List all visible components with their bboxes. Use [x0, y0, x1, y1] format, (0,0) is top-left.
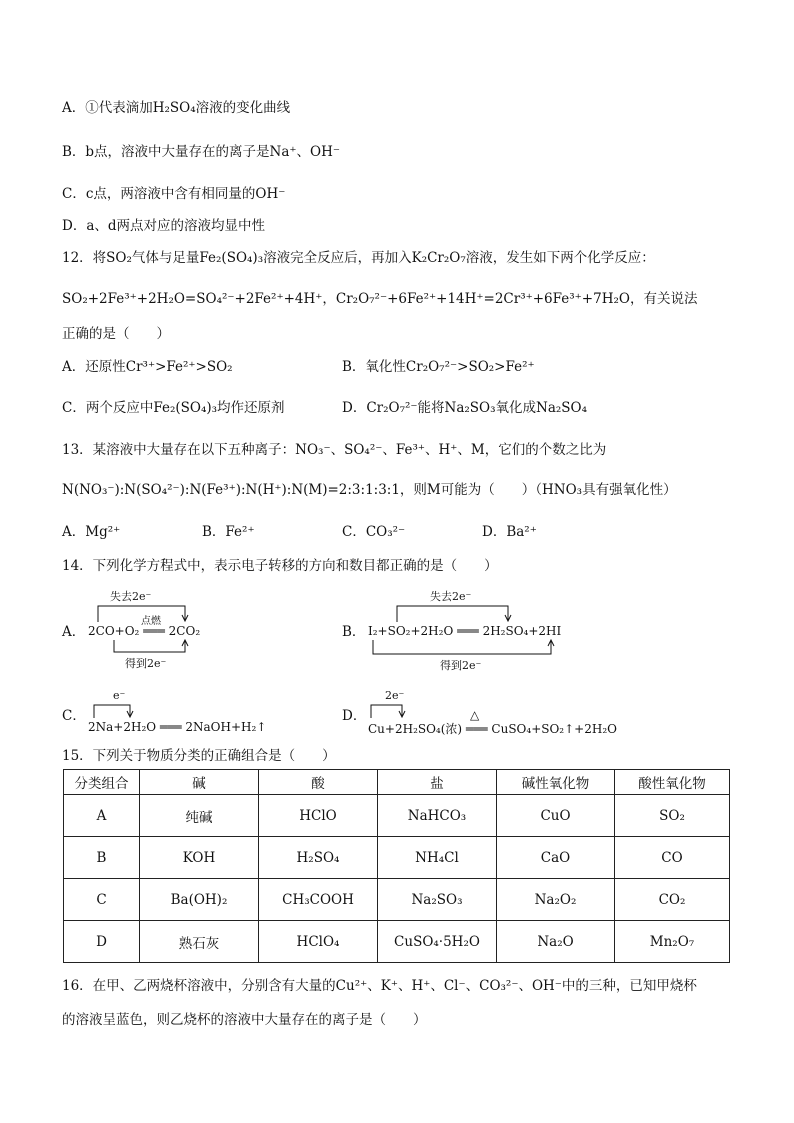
q14-c-equation: 2Na+2H₂O ═══ 2NaOH+H₂↑ — [88, 720, 267, 734]
classification-table — [63, 769, 730, 963]
table-cell: CH₃COOH — [259, 879, 378, 921]
table-cell: CaO — [497, 837, 615, 879]
table-header: 盐 — [378, 770, 497, 795]
q14-option-b-label: B． — [342, 624, 366, 640]
table-cell: H₂SO₄ — [259, 837, 378, 879]
q12-option-a: A．还原性Cr³⁺>Fe²⁺>SO₂ — [62, 359, 233, 375]
table-cell: D — [64, 921, 140, 963]
q14-b-top-arrowhead — [505, 615, 511, 621]
table-cell: A — [64, 795, 140, 837]
table-cell: KOH — [140, 837, 259, 879]
table-cell: Ba(OH)₂ — [140, 879, 259, 921]
q13-option-b: B．Fe²⁺ — [202, 524, 255, 540]
table-row — [64, 921, 730, 963]
q12-option-c: C．两个反应中Fe₂(SO₄)₃均作还原剂 — [62, 400, 285, 416]
table-cell: Na₂SO₃ — [378, 879, 497, 921]
q13-option-a: A．Mg²⁺ — [62, 524, 121, 540]
table-cell: Na₂O — [497, 921, 615, 963]
q11-option-c: C．c点，两溶液中含有相同量的OH⁻ — [62, 186, 286, 202]
q14-b-bottom-arrow — [373, 640, 551, 654]
q14-b-bottom-arrowhead — [548, 640, 554, 646]
q14-d-arrow — [371, 705, 402, 718]
q14-d-electron-label: 2e⁻ — [385, 689, 405, 702]
q15-stem: 15．下列关于物质分类的正确组合是（ ） — [62, 748, 336, 764]
q12-equations: SO₂+2Fe³⁺+2H₂O=SO₄²⁻+2Fe²⁺+4H⁺，Cr₂O₇²⁻+6Fe²⁺+14H⁺=2Cr³⁺+6Fe³⁺+7H₂O，有关说法 — [62, 291, 698, 307]
table-header: 酸 — [259, 770, 378, 795]
q14-a-top-arrowhead — [182, 615, 188, 621]
q12-stem-end: 正确的是（ ） — [62, 326, 170, 342]
table-header: 分类组合 — [64, 770, 140, 795]
q12-stem: 12．将SO₂气体与足量Fe₂(SO₄)₃溶液完全反应后，再加入K₂Cr₂O₇溶液，发生如下两个化学反应： — [62, 250, 655, 266]
table-cell: C — [64, 879, 140, 921]
table-cell: 熟石灰 — [140, 921, 259, 963]
table-cell: HClO — [259, 795, 378, 837]
q16-stem-continued: 的溶液呈蓝色，则乙烧杯的溶液中大量存在的离子是（ ） — [62, 1012, 427, 1028]
q13-option-c: C．CO₃²⁻ — [342, 524, 406, 540]
table-header: 碱性氧化物 — [497, 770, 615, 795]
q14-option-a-label: A． — [62, 624, 86, 640]
q11-option-a: A．①代表滴加H₂SO₄溶液的变化曲线 — [62, 100, 291, 116]
table-cell: 纯碱 — [140, 795, 259, 837]
table-cell: Mn₂O₇ — [615, 921, 730, 963]
q14-option-c-label: C． — [62, 708, 86, 724]
table-row — [64, 879, 730, 921]
table-cell: HClO₄ — [259, 921, 378, 963]
table-header: 碱 — [140, 770, 259, 795]
table-cell: NaHCO₃ — [378, 795, 497, 837]
q12-option-b: B．氧化性Cr₂O₇²⁻>SO₂>Fe²⁺ — [342, 359, 535, 375]
table-cell: Na₂O₂ — [497, 879, 615, 921]
q14-a-bottom-arrowhead — [182, 640, 188, 646]
q14-a-equation: 2CO+O₂ ═══ 2CO₂ — [88, 624, 201, 638]
q14-a-bottom-arrow — [114, 640, 185, 652]
table-cell: B — [64, 837, 140, 879]
q11-option-b: B．b点，溶液中大量存在的离子是Na⁺、OH⁻ — [62, 144, 341, 160]
q11-option-d: D．a、d两点对应的溶液均显中性 — [62, 218, 266, 234]
q14-d-condition: △ — [470, 708, 480, 722]
q14-d-equation: Cu+2H₂SO₄(浓) ═══ CuSO₄+SO₂↑+2H₂O — [368, 722, 617, 736]
q14-b-top-arrow — [397, 606, 508, 622]
q14-d-arrowhead — [399, 711, 405, 717]
q12-option-d: D．Cr₂O₇²⁻能将Na₂SO₃氧化成Na₂SO₄ — [342, 400, 588, 416]
q14-a-condition: 点燃 — [141, 616, 161, 627]
q14-c-electron-label: e⁻ — [113, 689, 126, 702]
table-cell: CuO — [497, 795, 615, 837]
table-row — [64, 795, 730, 837]
q14-stem: 14．下列化学方程式中，表示电子转移的方向和数目都正确的是（ ） — [62, 558, 498, 574]
q14-b-equation: I₂+SO₂+2H₂O ═══ 2H₂SO₄+2HI — [368, 624, 562, 638]
table-cell: SO₂ — [615, 795, 730, 837]
q14-b-lose-label: 失去2e⁻ — [430, 590, 472, 603]
q13-ratio: N(NO₃⁻):N(SO₄²⁻):N(Fe³⁺):N(H⁺):N(M)=2:3:1:3:1，则M可能为（ ）（HNO₃具有强氧化性） — [62, 482, 677, 498]
table-row — [64, 837, 730, 879]
q14-c-arrow — [94, 705, 130, 718]
q14-option-d-label: D． — [342, 708, 367, 724]
q14-a-lose-label: 失去2e⁻ — [110, 590, 152, 603]
table-header: 酸性氧化物 — [615, 770, 730, 795]
q13-option-d: D．Ba²⁺ — [482, 524, 537, 540]
q14-c-arrowhead — [127, 711, 133, 717]
q14-b-gain-label: 得到2e⁻ — [440, 659, 482, 672]
table-cell: CO — [615, 837, 730, 879]
table-cell: CuSO₄·5H₂O — [378, 921, 497, 963]
table-cell: NH₄Cl — [378, 837, 497, 879]
table-cell: CO₂ — [615, 879, 730, 921]
table-header-row — [64, 770, 730, 795]
q14-a-gain-label: 得到2e⁻ — [125, 657, 167, 670]
q16-stem: 16．在甲、乙两烧杯溶液中，分别含有大量的Cu²⁺、K⁺、H⁺、Cl⁻、CO₃²⁻、OH⁻中的三种，已知甲烧杯 — [62, 978, 697, 994]
q13-stem: 13．某溶液中大量存在以下五种离子：NO₃⁻、SO₄²⁻、Fe³⁺、H⁺、M，它们的个数之比为 — [62, 442, 607, 458]
